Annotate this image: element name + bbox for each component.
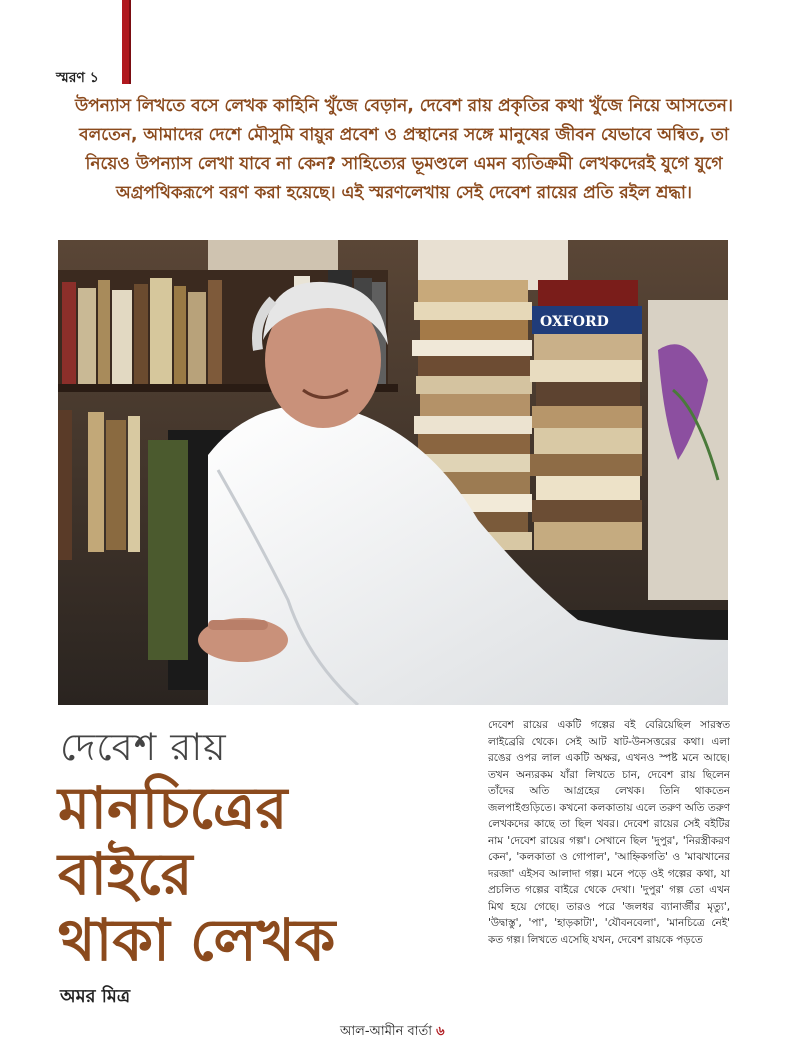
page-number: ৬: [436, 1024, 445, 1039]
subject-name: দেবেশ রায়: [60, 725, 227, 769]
byline: অমর মিত্র: [60, 986, 131, 1007]
article-title: [58, 775, 438, 973]
accent-bar: [122, 0, 129, 84]
page-footer: [340, 1022, 445, 1043]
footer-publication: আল-আমীন বার্তা: [340, 1024, 433, 1039]
intro-paragraph: উপন্যাস লিখতে বসে লেখক কাহিনি খুঁজে বেড়ান, দেবেশ রায় প্রকৃতির কথা খুঁজে নিয়ে আসতেন। বলতেন, আমাদের দেশে মৌসুমি বায়ুর প্রবেশ ও প্রস্থানের সঙ্গে মানুষের জীবন যেভাবে অন্বিত, তা নিয়েও উপন্যাস লেখা যাবে না কেন? সাহিত্যের ভূমণ্ডলে এমন ব্যতিক্রমী লেখকদেরই যুগে যুগে অগ্রপথিকরূপে বরণ করা হয়েছে। এই স্মরণলেখায় সেই দেবেশ রায়ের প্রতি রইল শ্রদ্ধা।: [74, 96, 734, 203]
article-title-line-2: থাকা লেখক: [58, 906, 336, 974]
author-photo: [58, 240, 728, 705]
section-label: স্মরণ ১: [56, 70, 99, 86]
body-column: দেবেশ রায়ের একটি গল্পের বই বেরিয়েছিল সারস্বত লাইব্রেরি থেকে। সেই আট ষাট-উনসত্তরের কথা। এলা রঙের ওপর লাল একটি অক্ষর, এখনও স্পষ্ট মনে আছে। তখন অন্যরকম যাঁরা লিখতে চান, দেবেশ রায় ছিলেন তাঁদের অতি আগ্রহের লেখক। তিনি থাকতেন জলপাইগুড়িতে। কখনো কলকাতায় এলে তরুণ অতি তরুণ লেখকদের কাছে তা ছিল খবর। দেবেশ রায়ের সেই বইটির নাম 'দেবেশ রায়ের গল্প'। সেখানে ছিল 'দুপুর', 'নিরস্ত্রীকরণ কেন', 'কলকাতা ও গোপাল', 'আহ্নিকগতি' ও 'মাঝখানের দরজা' এইসব আলাদা গল্প। মনে পড়ে ওই গল্পের কথা, যা প্রচলিত গল্পের বাইরে থেকে দেখা। 'দুপুর' গল্প তো এখন মিথ হয়ে গেছে। তারও পরে 'জলধর ব্যানার্জীর মৃত্যু', 'উদ্বাস্তু', 'পা', 'হাড়কাটা', 'যৌবনবেলা', 'মানচিত্রে নেই' কত গল্প। লিখতে এসেছি যখন, দেবেশ রায়কে পড়তে: [488, 719, 730, 946]
oxford-book-label: OXFORD: [540, 314, 609, 330]
article-title-line-1: মানচিত্রের বাইরে: [58, 774, 288, 908]
